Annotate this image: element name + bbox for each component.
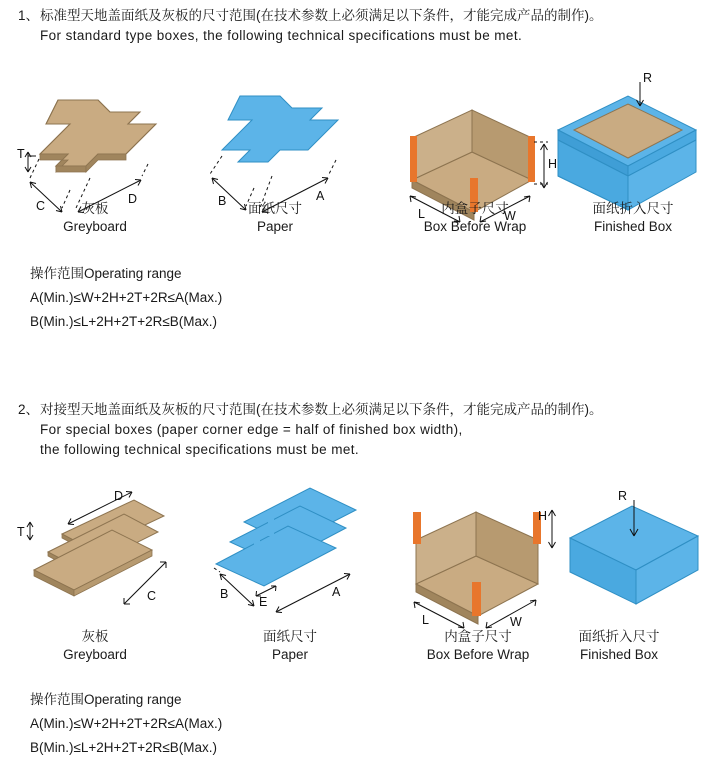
paper-shape (222, 96, 338, 162)
label-W: W (504, 209, 516, 223)
caption-finished-box-cn: 面纸折入尺寸 (592, 201, 674, 216)
label-H-2: H (538, 509, 548, 523)
operating-range-1-row-1: A(Min.)≤W+2H+2T+2R≤A(Max.) (30, 290, 223, 305)
caption-greyboard-cn: 灰板 (81, 201, 109, 216)
section-2-heading-cn-text: 对接型天地盖面纸及灰板的尺寸范围(在技术参数上必须满足以下条件，才能完成产品的制作)。 (40, 402, 603, 417)
label-R-2: R (618, 489, 628, 503)
label-T: T (17, 147, 25, 161)
label-E-2: E (259, 595, 268, 609)
figure-finished-box-2 (556, 478, 714, 653)
label-A-2: A (332, 585, 341, 599)
section-2-heading-cn (18, 400, 704, 420)
label-L: L (418, 207, 425, 221)
caption-finished-box-2 (524, 628, 714, 664)
operating-range-2-title: 操作范围Operating range (30, 692, 182, 707)
label-D: D (128, 192, 138, 206)
section-1-heading-cn-text: 标准型天地盖面纸及灰板的尺寸范围(在技术参数上必须满足以下条件，才能完成产品的制作)。 (40, 8, 603, 23)
label-H: H (548, 157, 557, 171)
operating-range-1-title: 操作范围Operating range (30, 266, 182, 281)
caption-paper-cn: 面纸尺寸 (248, 201, 302, 216)
operating-range-2-row-1: A(Min.)≤W+2H+2T+2R≤A(Max.) (30, 716, 223, 731)
caption-paper-2-cn: 面纸尺寸 (263, 629, 317, 644)
caption-paper (180, 200, 370, 236)
caption-box-before-wrap-2-cn: 内盒子尺寸 (444, 629, 512, 644)
section-special-boxes (0, 400, 714, 755)
caption-paper-en: Paper (256, 219, 294, 234)
caption-greyboard-en: Greyboard (63, 219, 127, 234)
label-T-2: T (17, 525, 25, 539)
caption-box-before-wrap-en: Box Before Wrap (423, 219, 527, 234)
section-2-number: 2、 (18, 402, 40, 417)
figure-paper-2 (190, 478, 385, 653)
caption-greyboard-2 (0, 628, 190, 664)
caption-box-before-wrap-2-en: Box Before Wrap (426, 647, 530, 662)
dimension-C-2 (124, 562, 166, 604)
caption-finished-box-2-en: Finished Box (579, 647, 659, 662)
section-1-number: 1、 (18, 8, 40, 23)
label-A: A (316, 189, 325, 203)
caption-greyboard-2-cn: 灰板 (81, 629, 109, 644)
label-D-2: D (114, 489, 124, 503)
finished-box-shape (558, 96, 696, 210)
label-L-2: L (422, 613, 429, 627)
paper-2-shape (216, 488, 356, 586)
section-2-figures (0, 478, 714, 653)
caption-paper-2-en: Paper (271, 647, 309, 662)
label-R: R (643, 71, 653, 85)
label-C-2: C (147, 589, 157, 603)
label-C: C (36, 199, 46, 213)
caption-paper-2 (195, 628, 385, 664)
caption-finished-box-2-cn: 面纸折入尺寸 (578, 629, 660, 644)
section-1-heading-en-line-1: For standard type boxes, the following technical specifications must be met. (40, 28, 523, 43)
figure-box-before-wrap-2 (386, 478, 561, 653)
dimension-H-2 (549, 510, 556, 548)
figure-greyboard-2 (6, 478, 181, 653)
caption-greyboard-2-en: Greyboard (63, 647, 127, 662)
dimension-T-2 (27, 522, 33, 540)
greyboard-shape (40, 100, 156, 172)
section-1-heading (0, 0, 714, 46)
operating-range-1 (30, 262, 222, 334)
label-W-2: W (510, 615, 522, 629)
dimension-T (25, 152, 36, 172)
section-2-heading (0, 400, 714, 460)
operating-range-2-row-2: B(Min.)≤L+2H+2T+2R≤B(Max.) (30, 740, 217, 755)
operating-range-2 (30, 688, 222, 760)
section-1-heading-cn (18, 6, 704, 26)
section-2-heading-en-line-2: the following technical specifications must be met. (40, 442, 360, 457)
section-standard-boxes (0, 0, 714, 329)
open-box-shape-2 (413, 512, 541, 624)
label-B: B (218, 194, 227, 208)
label-B-2: B (220, 587, 229, 601)
section-2-heading-en-line-1: For special boxes (paper corner edge = half of finished box width), (40, 422, 463, 437)
caption-greyboard (0, 200, 190, 236)
caption-finished-box-en: Finished Box (593, 219, 673, 234)
caption-box-before-wrap-cn: 内盒子尺寸 (441, 201, 509, 216)
greyboard-2-shape (34, 500, 164, 596)
operating-range-1-row-2: B(Min.)≤L+2H+2T+2R≤B(Max.) (30, 314, 217, 329)
caption-finished-box (538, 200, 714, 236)
